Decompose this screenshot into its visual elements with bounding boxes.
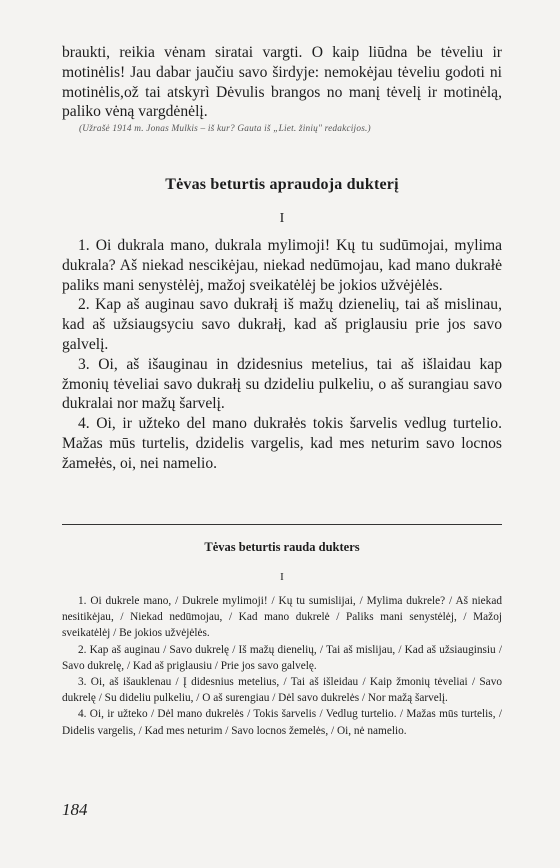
source-note: (Užrašė 1914 m. Jonas Mulkis – iš kur? Gauta iš „Liet. žinių" redakcijos.): [79, 124, 371, 134]
section2-paragraph-2: 2. Kap aš auginau / Savo dukrelę / Iš mažų dienelių, / Tai aš mislijau, / Kad aš užsiauginsiu / Savo dukrelę, / Kad aš priglausiu / Prie jos savo galvelę.: [62, 643, 502, 672]
section1-title: Tėvas beturtis apraudoja dukterį: [165, 176, 399, 193]
section1-paragraph-1: 1. Oi dukrala mano, dukrala mylimoji! Kų tu sudūmojai, mylima dukrala? Aš niekad nescikėjau, niekad nedūmojau, kad mano dukrałė paliks mani senystėlėj, mažoj sveikatėlėj be jokios užvėjėlės.: [62, 237, 502, 294]
section1-paragraph-4: 4. Oi, ir užteko del mano dukrałės tokis šarvelis vedlug turtelio. Mažas mūs turtelis, dzidelis vargelis, kad mes neturim savo locnos žamełės, oi, nei namelio.: [62, 415, 502, 472]
section2-paragraph-3: 3. Oi, aš išauklenau / Į didesnius metelius, / Tai aš išleidau / Kaip žmonių tėveliai / Savo dukrelę / Su dideliu pulkeliu, / O aš surengiau / Dėl savo dukrelės / Nor mažą šarvelį.: [62, 676, 502, 705]
page-number: 184: [62, 800, 88, 819]
section2-title: Tėvas beturtis rauda dukters: [204, 540, 360, 554]
section2-paragraph-4: 4. Oi, ir užteko / Dėl mano dukrelės / Tokis šarvelis / Vedlug turtelio. / Mažas mūs turtelis, / Didelis vargelis, / Kad mes neturim / Savo locnos žemelės, / Oi, nė namelio.: [62, 708, 502, 737]
section1-paragraph-2: 2. Kap aš auginau savo dukrałį iš mažų dzienelių, tai aš mislinau, kad aš užsiaugsyciu savo dukrałį, kad aš priglausiu prie jos savo galvelį.: [62, 296, 502, 353]
section-divider: [62, 524, 502, 525]
section1-roman-numeral: I: [279, 211, 285, 226]
section2-text: [62, 593, 502, 739]
section1-paragraph-3: 3. Oi, aš išauginau in dzidesnius metelius, tai aš išlaidau kap žmonių tėveliai savo dukrałį su dzideliu pulkeliu, o aš surangiau savo dukralai nor mažų šarvelį.: [62, 355, 502, 413]
lead-paragraph-block: [62, 43, 502, 122]
section2-paragraph-1: 1. Oi dukrele mano, / Dukrele mylimoji! / Kų tu sumislijai, / Mylima dukrele? / Aš niekad nesitikėjau, / Niekad nedūmojau, / Kad mano dukrelė / Paliks mani senystėlėj, / Mažoj sveikatėlėj / Be jokios užvėjėlės.: [62, 595, 502, 640]
section1-text: [62, 236, 502, 474]
section2-roman-numeral: I: [280, 571, 284, 583]
lead-paragraph: braukti, reikia vėnam siratai vargti. O kaip liūdna be tėveliu ir motinėlis! Jau dabar jaučiu savo širdyje: nemokėjau tėveliu godoti ni motinėlis,ož tai atskyrì Dėvulis brangos no manį tėvelį ir motinėlą, paliko vėną vargdėnėlį.: [62, 44, 502, 121]
